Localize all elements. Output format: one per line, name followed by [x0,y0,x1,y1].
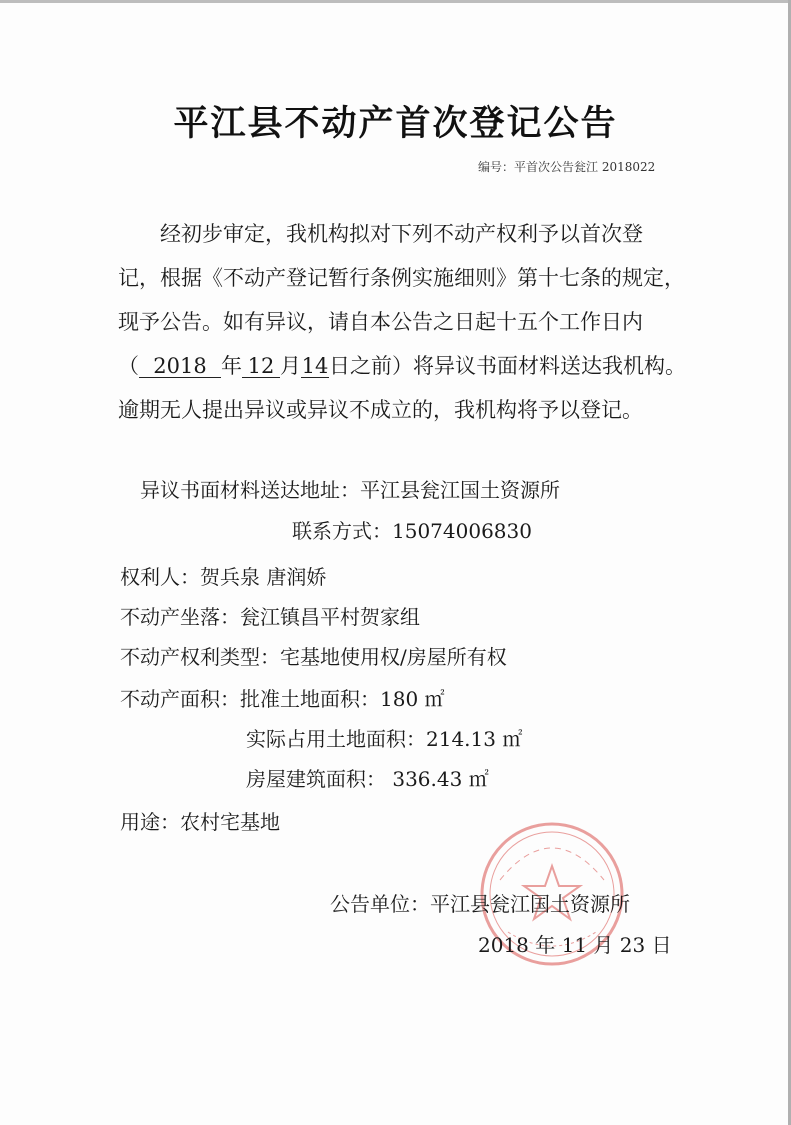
right-type: 不动产权利类型：宅基地使用权/房屋所有权 [120,645,507,669]
usage: 用途：农村宅基地 [120,810,280,834]
issuing-unit: 公告单位：平江县瓮江国土资源所 [330,892,630,916]
notice-line-2: 记，根据《不动产登记暂行条例实施细则》第十七条的规定， [118,266,685,290]
building-area: 房屋建筑面积： 336.43 ㎡ [246,767,489,791]
deadline-year: 2018 [139,355,221,378]
deadline-close: ）将异议书面材料送达我机构。 [392,354,686,378]
contact-info: 联系方式：15074006830 [292,519,532,543]
notice-line-3: 现予公告。如有异议，请自本公告之日起十五个工作日内 [118,310,643,334]
right-holder: 权利人：贺兵泉 唐润娇 [120,565,327,589]
deadline-month: 12 [242,355,280,378]
deadline-year-unit: 年 [221,354,242,378]
actual-land-area: 实际占用土地面积：214.13 ㎡ [246,727,523,751]
approved-land-area: 不动产面积：批准土地面积：180 ㎡ [120,687,445,711]
notice-line-4-deadline [118,344,686,388]
property-location: 不动产坐落：瓮江镇昌平村贺家组 [120,605,420,629]
notice-line-5: 逾期无人提出异议或异议不成立的，我机构将予以登记。 [118,398,643,422]
notice-line-1: 经初步审定，我机构拟对下列不动产权利予以首次登 [160,222,643,246]
deadline-day: 14 [301,354,329,378]
scan-edge-top [0,0,791,3]
notice-paragraph [118,212,686,432]
deadline-month-unit: 月 [280,354,301,378]
page-title: 平江县不动产首次登记公告 [173,103,618,144]
deadline-open-paren: （ [118,354,139,378]
document-number: 编号：平首次公告瓮江 2018022 [478,160,656,174]
issue-date: 2018 年 11 月 23 日 [478,933,672,957]
objection-address: 异议书面材料送达地址：平江县瓮江国土资源所 [140,478,560,502]
deadline-day-unit: 日之前 [329,354,392,378]
